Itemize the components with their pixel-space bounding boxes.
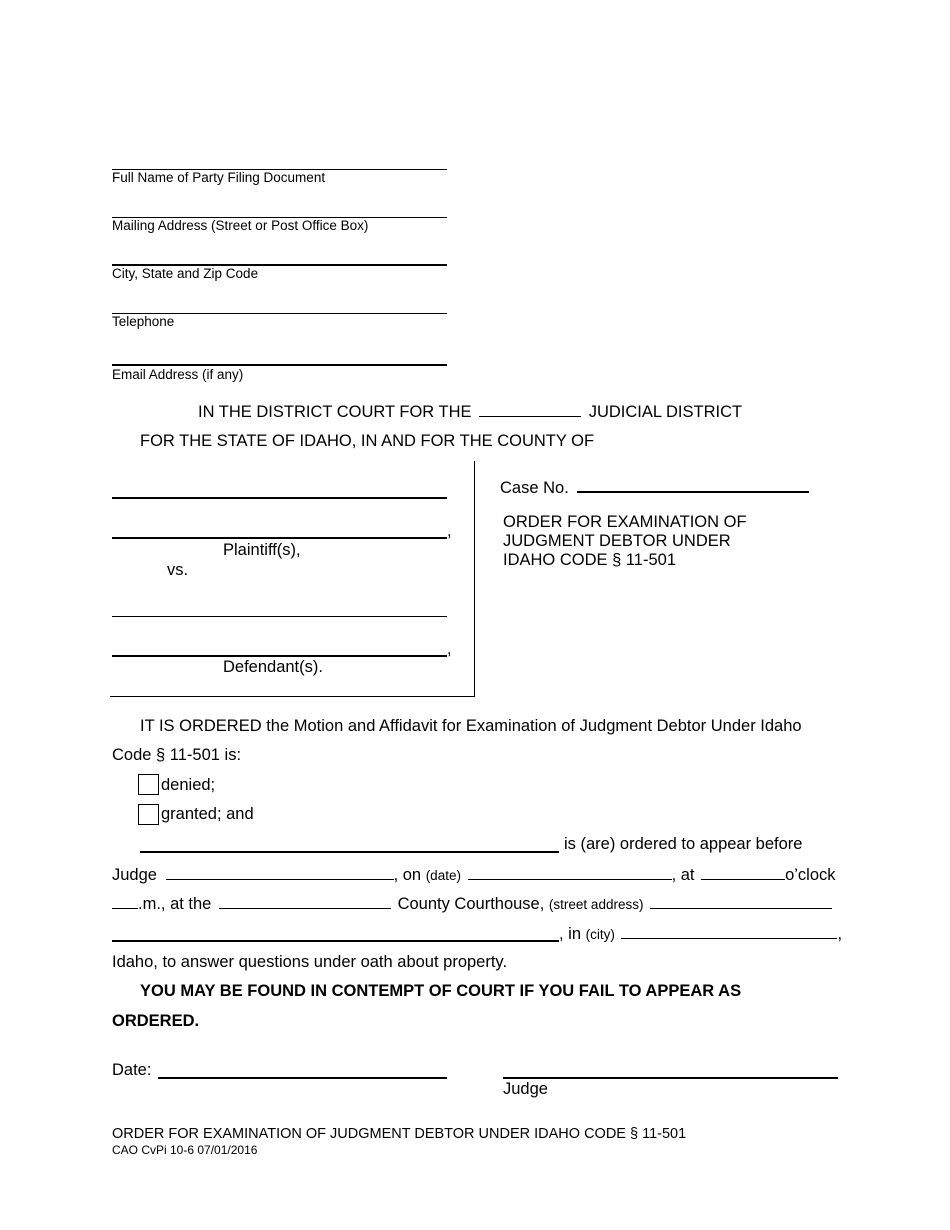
plaintiff-name-line-2[interactable] [112, 537, 447, 539]
order-text-line1: IT IS ORDERED the Motion and Affidavit for Examination of Judgment Debtor Under Idaho [140, 717, 802, 735]
plaintiff-name-line-1[interactable] [112, 497, 447, 499]
judge-name-field[interactable] [166, 865, 394, 880]
document-title-line2: JUDGMENT DEBTOR UNDER [503, 532, 731, 550]
defendant-name-line-2[interactable] [112, 655, 447, 657]
debtor-name-field[interactable] [140, 851, 559, 853]
vs-label: vs. [167, 561, 189, 579]
caption-bottom-border [110, 696, 475, 697]
court-heading-line2: FOR THE STATE OF IDAHO, IN AND FOR THE COUNTY OF [140, 432, 595, 450]
oclock-word: o’clock [785, 866, 836, 884]
court-heading-line1 [198, 402, 742, 422]
judge-date-line [112, 865, 836, 885]
appearance-hour-field[interactable] [701, 865, 785, 880]
m-at-the-text: .m., at the [138, 895, 212, 913]
order-text-line2: Code § 11-501 is: [112, 746, 242, 764]
court-heading-prefix: IN THE DISTRICT COURT FOR THE [198, 403, 472, 421]
in-word: , in [559, 925, 582, 943]
court-heading-suffix: JUDICIAL DISTRICT [588, 403, 743, 421]
street-address-continuation-field[interactable] [112, 940, 559, 942]
defendant-comma: , [447, 640, 452, 658]
email-label: Email Address (if any) [112, 367, 244, 382]
caption-divider [474, 461, 475, 697]
case-number-field[interactable] [577, 477, 809, 493]
case-number [500, 477, 809, 498]
denied-label: denied; [161, 776, 216, 794]
date-hint: (date) [425, 868, 461, 883]
appearance-date-field[interactable] [468, 865, 672, 880]
denied-checkbox[interactable] [138, 774, 159, 795]
appear-before-text: is (are) ordered to appear before [564, 835, 803, 853]
full-name-label: Full Name of Party Filing Document [112, 170, 326, 185]
courthouse-line [112, 894, 832, 914]
judicial-district-field[interactable] [479, 402, 581, 417]
judge-signature-line[interactable] [503, 1077, 838, 1079]
document-title-line1: ORDER FOR EXAMINATION OF [503, 513, 747, 531]
am-pm-field[interactable] [112, 894, 138, 909]
city-line [559, 924, 842, 944]
city-field[interactable] [621, 924, 837, 939]
telephone-label: Telephone [112, 314, 175, 329]
defendant-name-line-1[interactable] [112, 616, 447, 617]
judge-word: Judge [112, 866, 157, 884]
document-title [503, 513, 747, 570]
defendants-label: Defendant(s). [223, 658, 323, 676]
street-address-hint: (street address) [548, 897, 644, 912]
footer-title: ORDER FOR EXAMINATION OF JUDGMENT DEBTOR UNDER IDAHO CODE § 11-501 [112, 1126, 687, 1142]
city-hint: (city) [585, 927, 615, 942]
granted-checkbox[interactable] [138, 804, 159, 825]
email-line[interactable] [112, 364, 447, 366]
judge-signature-label: Judge [503, 1080, 548, 1098]
at-word: , at [671, 866, 695, 884]
street-address-field[interactable] [650, 894, 832, 909]
document-title-line3: IDAHO CODE § 11-501 [503, 551, 677, 569]
county-courthouse-text: County Courthouse, [397, 895, 545, 913]
city-trailing-comma: , [837, 925, 843, 943]
footer-form-id: CAO CvPi 10-6 07/01/2016 [112, 1143, 258, 1157]
contempt-warning-line2: ORDERED. [112, 1012, 200, 1030]
plaintiff-comma: , [447, 522, 452, 540]
mailing-address-label: Mailing Address (Street or Post Office Box) [112, 218, 369, 233]
date-label: Date: [112, 1061, 152, 1079]
idaho-answer-text: Idaho, to answer questions under oath about property. [112, 953, 508, 971]
city-state-zip-label: City, State and Zip Code [112, 266, 259, 281]
contempt-warning-line1: YOU MAY BE FOUND IN CONTEMPT OF COURT IF YOU FAIL TO APPEAR AS [140, 982, 742, 1000]
plaintiffs-label: Plaintiff(s), [223, 541, 301, 559]
case-number-label: Case No. [500, 479, 569, 497]
county-name-field[interactable] [219, 894, 391, 909]
granted-label: granted; and [161, 805, 254, 823]
signature-date-field[interactable] [158, 1077, 447, 1079]
on-word: , on [393, 866, 422, 884]
